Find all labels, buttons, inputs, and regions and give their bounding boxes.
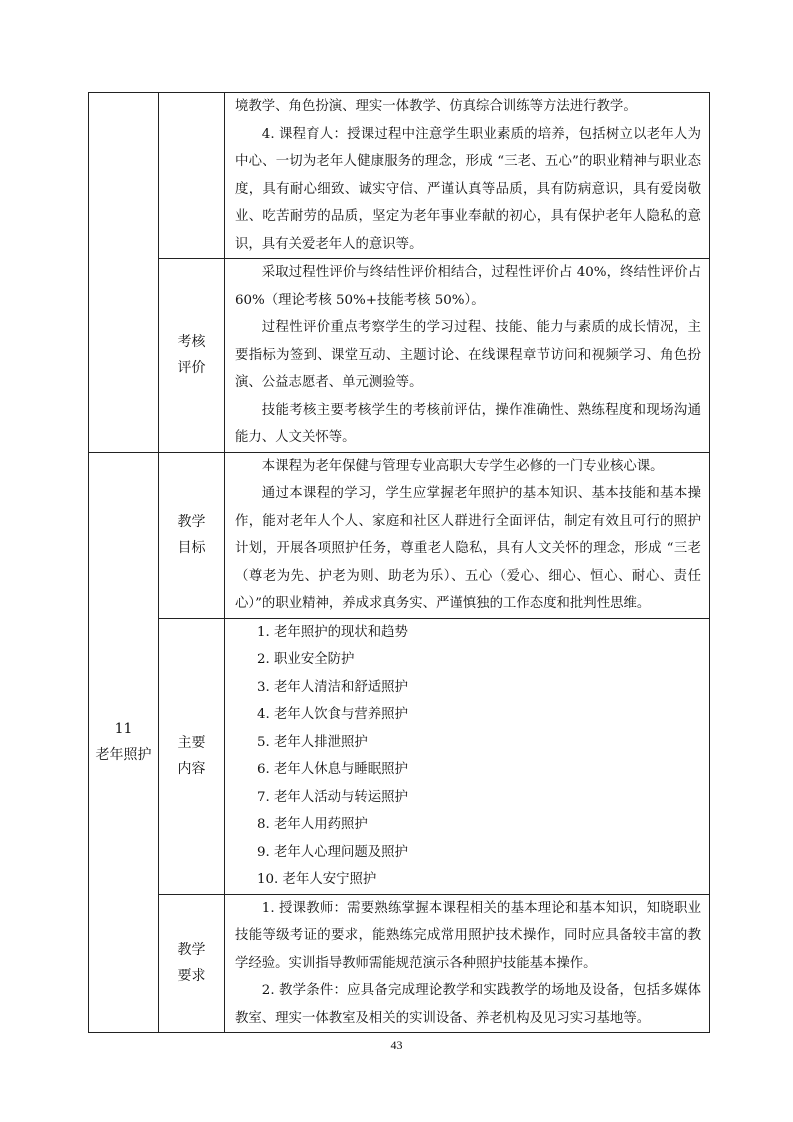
label-line: 目标 [177, 540, 206, 556]
table-row [89, 93, 710, 259]
label-line: 教学 [177, 514, 206, 530]
content-cell-requirements [225, 894, 710, 1033]
list-item: 3. 老年人清洁和舒适照护 [257, 679, 408, 695]
curriculum-table [88, 92, 710, 1033]
label-line: 要求 [177, 968, 206, 985]
label-line: 内容 [177, 761, 206, 777]
list-item: 8. 老年人用药照护 [257, 817, 368, 832]
content-cell-assessment [225, 259, 710, 453]
list-item: 2. 职业安全防护 [257, 652, 355, 667]
paragraph: 过程性评价重点考察学生的学习过程、技能、能力与素质的成长情况，主要指标为签到、课堂互动、主题讨论、在线课程章节访问和视频学习、角色扮演、公益志愿者、单元测验等。 [235, 320, 701, 390]
paragraph: 本课程为老年保健与管理专业高职大专学生必修的一门专业核心课。 [261, 458, 664, 474]
list-item: 10. 老年人安宁照护 [257, 872, 377, 887]
course-name: 老年照护 [95, 747, 152, 764]
label-cell-assessment [159, 259, 225, 453]
list-item: 5. 老年人排泄照护 [257, 734, 368, 750]
table-row [89, 894, 710, 1033]
list-item: 6. 老年人休息与睡眠照护 [257, 762, 408, 777]
table-row [89, 259, 710, 453]
label-line: 主要 [177, 735, 206, 751]
list-item: 9. 老年人心理问题及照护 [257, 844, 408, 860]
list-item: 7. 老年人活动与转运照护 [257, 789, 408, 805]
course-cell-11 [89, 452, 159, 1033]
content-cell-objectives [225, 452, 710, 618]
label-cell-requirements [159, 894, 225, 1033]
course-cell-previous [89, 93, 159, 453]
table-row [89, 618, 710, 894]
label-line: 评价 [177, 360, 206, 377]
content-cell-methods [225, 93, 710, 259]
course-number: 11 [114, 721, 133, 738]
paragraph: 4. 课程育人：授课过程中注意学生职业素质的培养，包括树立以老年人为中心、一切为老年人健康服务的理念，形成 “三老、五心”的职业精神与职业态度，具有耐心细致、诚实守信、严谨认真等品质，具有防病意识，具有爱岗敬业、吃苦耐劳的品质，坚定为老年事业奉献的初心，具有保护老年人隐私的意识，具有关爱老年人的意识等。 [235, 126, 701, 252]
paragraph: 1. 授课教师：需要熟练掌握本课程相关的基本理论和基本知识，知晓职业技能等级考证的要求，能熟练完成常用照护技术操作，同时应具备较丰富的教学经验。实训指导教师需能规范演示各种照护技能基本操作。 [235, 900, 701, 971]
paragraph: 境教学、角色扮演、理实一体教学、仿真综合训练等方法进行教学。 [235, 99, 637, 114]
label-line: 教学 [177, 942, 206, 959]
label-cell-empty [159, 93, 225, 259]
label-line: 考核 [177, 334, 206, 351]
list-item: 4. 老年人饮食与营养照护 [257, 707, 408, 722]
paragraph: 2. 教学条件：应具备完成理论教学和实践教学的场地及设备，包括多媒体教室、理实一体教室及相关的实训设备、养老机构及见习实习基地等。 [235, 983, 701, 1026]
list-item: 1. 老年照护的现状和趋势 [257, 624, 408, 640]
paragraph: 技能考核主要考核学生的考核前评估，操作准确性、熟练程度和现场沟通能力、人文关怀等。 [235, 402, 701, 445]
label-cell-main-content [159, 618, 225, 894]
label-cell-objectives [159, 452, 225, 618]
content-cell-main-content [225, 618, 710, 894]
paragraph: 采取过程性评价与终结性评价相结合，过程性评价占 40%，终结性评价占 60%（理论考核 50%+技能考核 50%）。 [235, 265, 701, 308]
page-number: 43 [390, 1038, 403, 1052]
table-row [89, 452, 710, 618]
paragraph: 通过本课程的学习，学生应掌握老年照护的基本知识、基本技能和基本操作，能对老年人个人、家庭和社区人群进行全面评估，制定有效且可行的照护计划，开展各项照护任务，尊重老人隐私，具有人文关怀的理念，形成 “三老（尊老为先、护老为则、助老为乐）、五心（爱心、细心、恒心、耐心、责任心）”的职业精神，养成求真务实、严谨慎独的工作态度和批判性思维。 [235, 486, 701, 611]
